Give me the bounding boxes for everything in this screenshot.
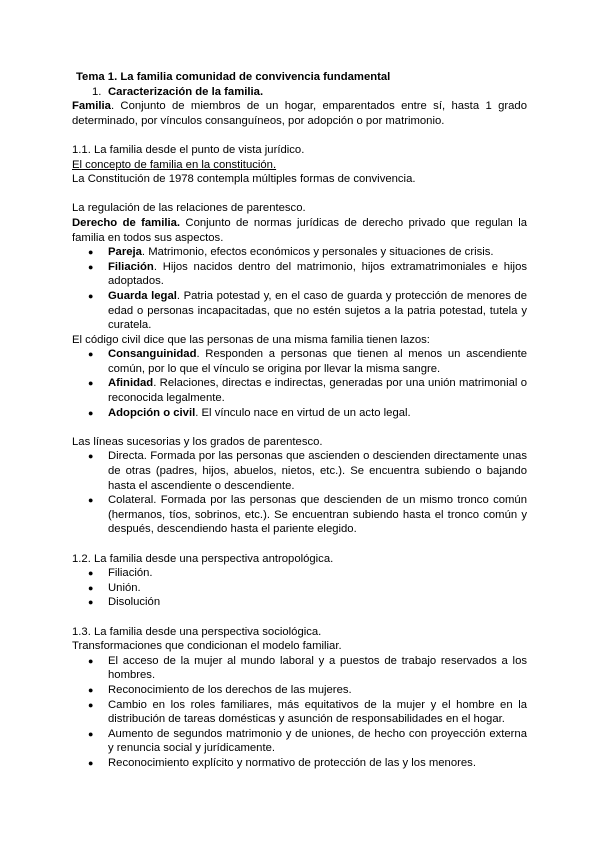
bullet-icon: ●: [88, 247, 94, 258]
list-item-text: Aumento de segundos matrimonio y de uniones, de hecho con proyección externa y renuncia social y jurídicamente.: [108, 727, 527, 755]
family-term: Familia: [72, 100, 111, 113]
succession-lines-list: [72, 449, 527, 537]
kinship-regulation-heading: La regulación de las relaciones de parentesco.: [72, 202, 306, 215]
document-page: [72, 70, 527, 771]
list-item-text: Directa. Formada por las personas que ascienden o descienden directamente unas de otras (padres, hijos, abuelos, nietos, etc.). Se encuentra subiendo o bajando hasta el ascendiente o descendiente.: [108, 450, 527, 492]
bullet-icon: ●: [88, 728, 94, 739]
list-item-term: Pareja: [108, 246, 142, 259]
bullet-icon: ●: [88, 597, 94, 608]
list-item-text: . Hijos nacidos dentro del matrimonio, hijos extramatrimoniales e hijos adoptados.: [108, 260, 527, 288]
list-item-text: . Responden a personas que tienen al menos un ascendiente común, por lo que el vínculo se origina por llevar la misma sangre.: [108, 348, 527, 375]
succession-lines-heading: Las líneas sucesorias y los grados de parentesco.: [72, 435, 323, 448]
bullet-icon: ●: [88, 290, 94, 301]
list-item-term: Consanguinidad: [108, 348, 197, 361]
bullet-icon: ●: [88, 684, 94, 695]
list-item-text: Colateral. Formada por las personas que descienden de un mismo tronco común (hermanos, tíos, sobrinos, etc.). Se encuentran subiendo hasta el tronco común y después, descendiendo hasta el pariente elegido.: [108, 494, 527, 536]
section-1-2-heading: 1.2. La familia desde una perspectiva antropológica.: [72, 552, 334, 565]
bullet-icon: ●: [88, 378, 94, 389]
sociology-list: [72, 654, 527, 771]
list-item: [72, 376, 527, 405]
bullet-icon: ●: [88, 261, 94, 272]
list-item: [72, 406, 527, 421]
list-item: [72, 727, 527, 756]
list-item: [72, 289, 527, 333]
bullet-icon: ●: [88, 495, 94, 506]
civil-code-text: El código civil dice que las personas de una misma familia tienen lazos:: [72, 333, 430, 346]
list-item-text: . El vínculo nace en virtud de un acto legal.: [195, 406, 411, 419]
list-item: [72, 683, 527, 698]
family-law-text: Conjunto de normas jurídicas de derecho privado que regulan la familia en todos sus aspectos.: [72, 216, 527, 244]
list-item: [72, 245, 527, 260]
family-definition: [72, 99, 527, 128]
list-item-text: Cambio en los roles familiares, más equitativos de la mujer y el hombre en la distribución de tareas domésticas y asunción de responsabilidades en el hogar.: [108, 698, 527, 726]
list-item-text: Filiación.: [108, 567, 153, 580]
list-item-text: Disolución: [108, 596, 161, 609]
list-item: [72, 756, 527, 771]
sociology-intro: Transformaciones que condicionan el modelo familiar.: [72, 640, 342, 653]
list-item-text: Reconocimiento explícito y normativo de protección de las y los menores.: [108, 756, 476, 769]
list-item-term: Filiación: [108, 260, 154, 273]
list-item-term: Adopción o civil: [108, 406, 196, 419]
list-item-text: . Patria potestad y, en el caso de guarda y protección de menores de edad o personas incapacitadas, que no estén sujetos a la patria potestad, tutela y curatela.: [108, 289, 528, 332]
list-item: [72, 493, 527, 537]
section-1-heading: [72, 85, 527, 100]
anthropology-list: [72, 566, 527, 610]
list-item: [72, 260, 527, 289]
list-item-text: . Relaciones, directas e indirectas, generadas por una unión matrimonial o reconocida legalmente.: [108, 377, 527, 405]
family-ties-list: [72, 347, 527, 420]
constitution-concept-heading: El concepto de familia en la constitución.: [72, 158, 277, 171]
list-item: [72, 698, 527, 727]
family-definition-text: . Conjunto de miembros de un hogar, emparentados entre sí, hasta 1 grado determinado, por vínculos consanguíneos, por adopción o por matrimonio.: [72, 100, 527, 127]
list-item: [72, 449, 527, 493]
list-item: [72, 595, 527, 610]
bullet-icon: ●: [88, 757, 94, 768]
list-item: [72, 581, 527, 596]
bullet-icon: ●: [88, 699, 94, 710]
list-item-text: Unión.: [108, 581, 141, 594]
bullet-icon: ●: [88, 451, 94, 462]
section-1-number: 1.: [92, 85, 102, 98]
list-item: [72, 347, 527, 376]
list-item: [72, 566, 527, 581]
bullet-icon: ●: [88, 407, 94, 418]
page-title: Tema 1. La familia comunidad de convivencia fundamental: [76, 71, 391, 83]
section-1-3-heading: 1.3. La familia desde una perspectiva sociológica.: [72, 625, 322, 638]
section-1-heading-text: Caracterización de la familia.: [108, 85, 264, 98]
list-item-text: . Matrimonio, efectos económicos y personales y situaciones de crisis.: [141, 246, 494, 259]
list-item-term: Guarda legal: [108, 289, 177, 302]
list-item-text: El acceso de la mujer al mundo laboral y a puestos de trabajo reservados a los hombres.: [108, 654, 527, 682]
bullet-icon: ●: [88, 582, 94, 593]
list-item-text: Reconocimiento de los derechos de las mujeres.: [108, 683, 352, 696]
list-item-term: Afinidad: [108, 377, 154, 390]
bullet-icon: ●: [88, 568, 94, 579]
list-item: [72, 654, 527, 683]
section-1-1-heading: 1.1. La familia desde el punto de vista jurídico.: [72, 143, 305, 156]
constitution-text: La Constitución de 1978 contempla múltiples formas de convivencia.: [72, 173, 416, 186]
bullet-icon: ●: [88, 655, 94, 666]
family-law-definition: [72, 216, 527, 245]
bullet-icon: ●: [88, 349, 94, 360]
family-law-term: Derecho de familia.: [72, 216, 181, 229]
family-law-aspects-list: [72, 245, 527, 333]
